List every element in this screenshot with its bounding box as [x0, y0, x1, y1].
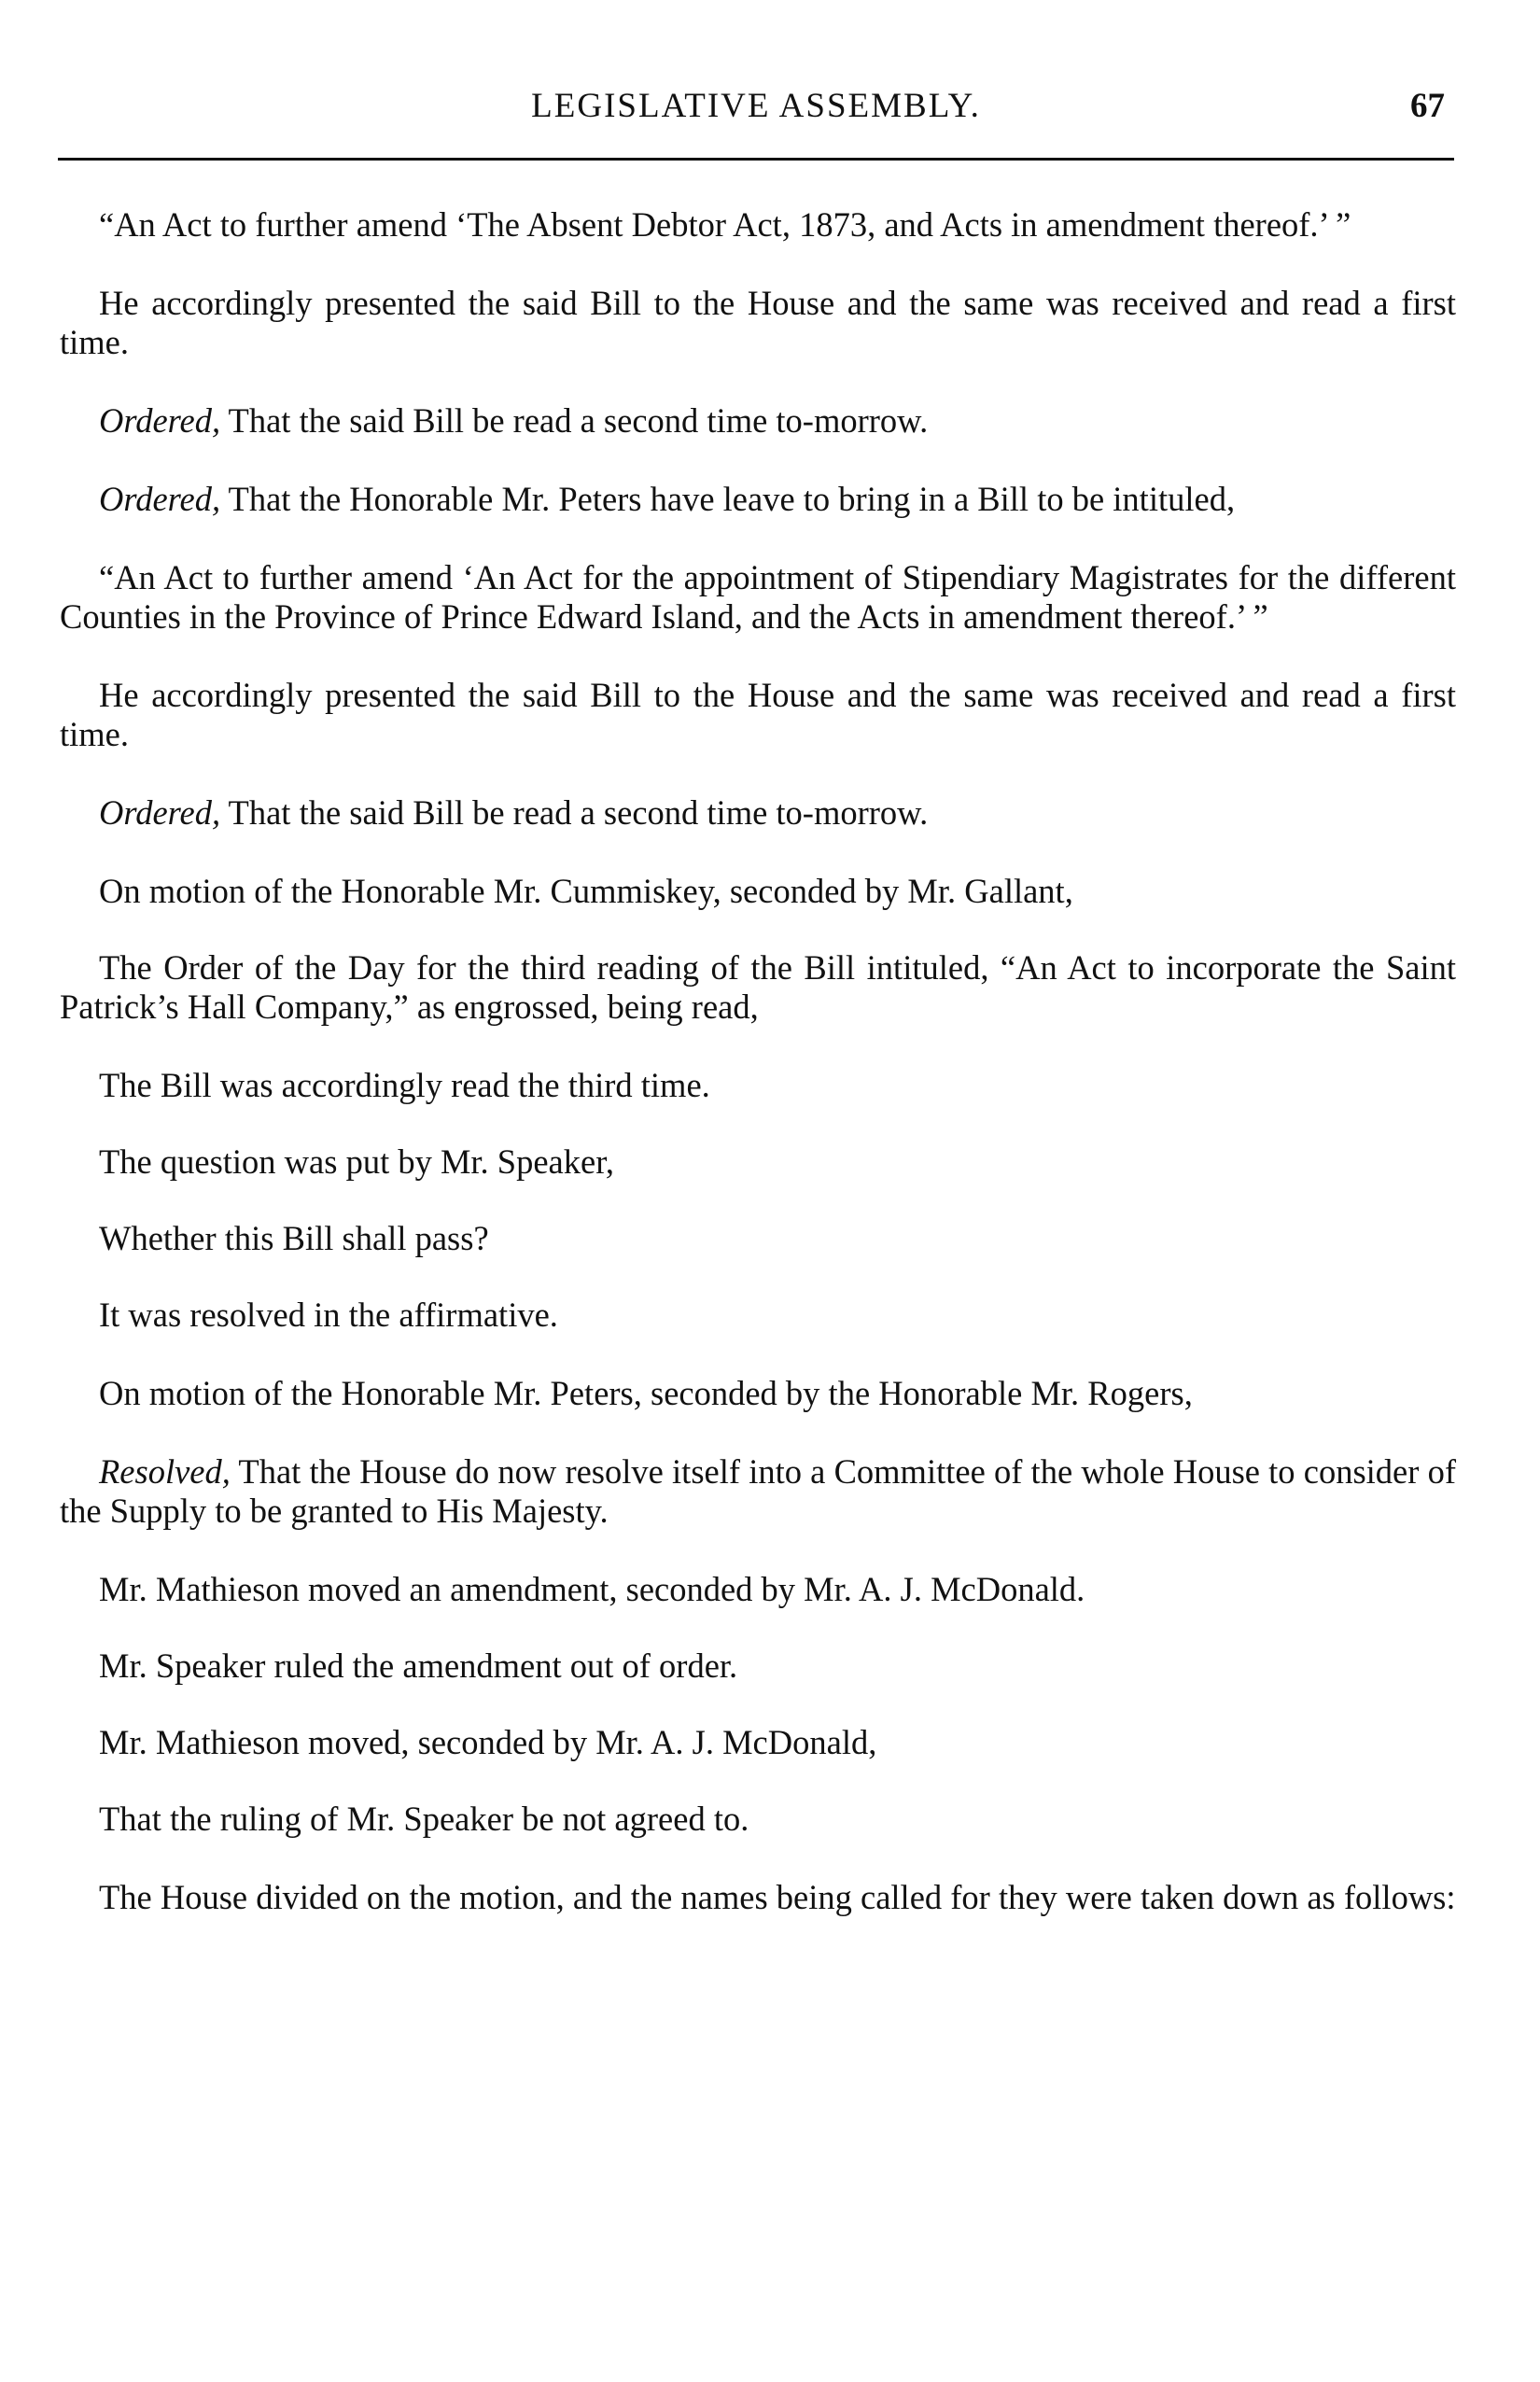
- paragraph-text: The Order of the Day for the third reading of the Bill intituled, “An Act to incorporate the Saint Patrick’s Hall Company,” as engrossed, being read,: [60, 948, 1456, 1026]
- paragraph-text: Mr. Mathieson moved, seconded by Mr. A. J. McDonald,: [99, 1723, 877, 1761]
- paragraph-act-absent-debtor: [60, 205, 1456, 245]
- paragraph-ordered-second-reading: [60, 793, 1456, 833]
- paragraph-text: “An Act to further amend ‘An Act for the appointment of Stipendiary Magistrates for the different Counties in the Province of Prince Edward Island, and the Acts in amendment thereof.’ ”: [60, 558, 1456, 636]
- paragraph-text: He accordingly presented the said Bill to the House and the same was received and read a first time.: [60, 676, 1456, 753]
- paragraph-text: On motion of the Honorable Mr. Peters, seconded by the Honorable Mr. Rogers,: [99, 1374, 1193, 1412]
- paragraph-resolved-committee: [60, 1452, 1456, 1531]
- paragraph-house-divided: [60, 1878, 1456, 1917]
- paragraph-order-of-day: [60, 948, 1456, 1027]
- paragraph-text: He accordingly presented the said Bill to the House and the same was received and read a first time.: [60, 284, 1456, 361]
- paragraph-text: Mr. Mathieson moved an amendment, seconded by Mr. A. J. McDonald.: [99, 1570, 1085, 1608]
- paragraph-ruling-not-agreed: [60, 1800, 1456, 1839]
- paragraph-text: That the said Bill be read a second time to-morrow.: [220, 401, 929, 440]
- paragraph-text: On motion of the Honorable Mr. Cummiskey, seconded by Mr. Gallant,: [99, 872, 1073, 910]
- page-header: [58, 86, 1454, 133]
- paragraph-lead: Ordered,: [99, 480, 221, 518]
- paragraph-text: That the Honorable Mr. Peters have leave to bring in a Bill to be intituled,: [220, 480, 1236, 518]
- paragraph-text: It was resolved in the affirmative.: [99, 1296, 558, 1334]
- paragraph-text: The question was put by Mr. Speaker,: [99, 1142, 615, 1181]
- paragraph-bill-presented: [60, 676, 1456, 754]
- paragraph-question-put: [60, 1142, 1456, 1182]
- paragraph-lead: Resolved,: [99, 1452, 231, 1491]
- running-head: LEGISLATIVE ASSEMBLY.: [531, 87, 981, 125]
- paragraph-text: That the House do now resolve itself into a Committee of the whole House to consider of the Supply to be granted to His Majesty.: [60, 1452, 1456, 1530]
- page-number: 67: [1410, 87, 1445, 125]
- paragraph-amendment-ruled: [60, 1646, 1456, 1686]
- paragraph-text: The House divided on the motion, and the names being called for they were taken down as follows:: [99, 1878, 1456, 1916]
- paragraph-text: The Bill was accordingly read the third time.: [99, 1066, 710, 1104]
- body-text: [60, 205, 1456, 1956]
- paragraph-whether-pass: [60, 1219, 1456, 1258]
- paragraph-motion-cummiskey: [60, 872, 1456, 911]
- paragraph-ordered-leave: [60, 480, 1456, 519]
- paragraph-motion-peters: [60, 1374, 1456, 1413]
- paragraph-amendment-moved: [60, 1570, 1456, 1609]
- paragraph-ordered-second-reading: [60, 401, 1456, 441]
- paragraph-lead: Ordered,: [99, 401, 221, 440]
- paragraph-lead: Ordered,: [99, 793, 221, 832]
- paragraph-text: That the ruling of Mr. Speaker be not agreed to.: [99, 1800, 749, 1838]
- paragraph-text: “An Act to further amend ‘The Absent Debtor Act, 1873, and Acts in amendment thereof.’ ”: [99, 205, 1351, 244]
- paragraph-mathieson-moved: [60, 1723, 1456, 1762]
- header-rule: [58, 158, 1454, 161]
- paragraph-act-stipendiary: [60, 558, 1456, 637]
- paragraph-text: That the said Bill be read a second time to-morrow.: [220, 793, 929, 832]
- paragraph-third-reading: [60, 1066, 1456, 1105]
- paragraph-resolved-affirmative: [60, 1296, 1456, 1335]
- paragraph-text: Mr. Speaker ruled the amendment out of order.: [99, 1646, 738, 1685]
- paragraph-text: Whether this Bill shall pass?: [99, 1219, 489, 1257]
- paragraph-bill-presented: [60, 284, 1456, 362]
